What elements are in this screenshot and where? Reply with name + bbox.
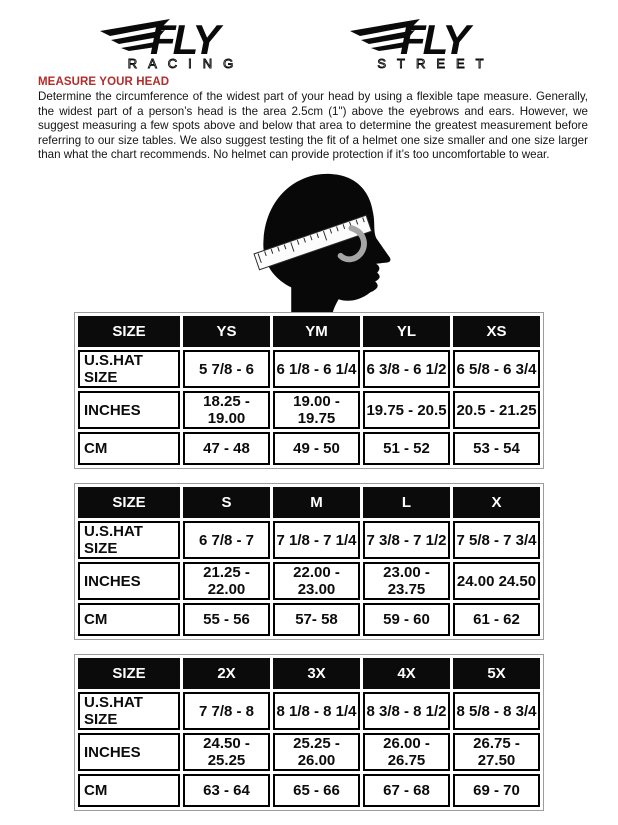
header-cell-yl: YL: [363, 316, 450, 347]
table-row: [78, 603, 540, 636]
header-cell-4x: 4X: [363, 658, 450, 689]
row-label: U.S.HAT SIZE: [78, 350, 180, 388]
row-value: 61 - 62: [453, 603, 540, 636]
header-cell-2x: 2X: [183, 658, 270, 689]
row-value: 8 3/8 - 8 1/2: [363, 692, 450, 730]
row-value: 24.50 - 25.25: [183, 733, 270, 771]
size-table-2-header-row: [78, 487, 540, 518]
logo-subtitle-street: STREET: [377, 56, 495, 71]
table-row: [78, 774, 540, 807]
row-value: 19.75 - 20.5: [363, 391, 450, 429]
row-value: 6 1/8 - 6 1/4: [273, 350, 360, 388]
row-value: 5 7/8 - 6: [183, 350, 270, 388]
row-value: 24.00 24.50: [453, 562, 540, 600]
row-value: 55 - 56: [183, 603, 270, 636]
row-value: 47 - 48: [183, 432, 270, 465]
header-cell-3x: 3X: [273, 658, 360, 689]
fly-wordmark: FLY: [400, 16, 468, 63]
row-value: 22.00 - 23.00: [273, 562, 360, 600]
header-cell-ym: YM: [273, 316, 360, 347]
row-value: 69 - 70: [453, 774, 540, 807]
head-measurement-figure: [0, 163, 618, 321]
row-value: 63 - 64: [183, 774, 270, 807]
row-value: 26.75 - 27.50: [453, 733, 540, 771]
size-table-2: [74, 483, 544, 640]
row-value: 7 7/8 - 8: [183, 692, 270, 730]
header-cell-x: X: [453, 487, 540, 518]
row-value: 7 3/8 - 7 1/2: [363, 521, 450, 559]
row-value: 18.25 - 19.00: [183, 391, 270, 429]
row-label: CM: [78, 774, 180, 807]
header-cell-s: S: [183, 487, 270, 518]
header-cell-size: SIZE: [78, 316, 180, 347]
logo-subtitle-racing: RACING: [127, 56, 245, 71]
fly-street-logo-svg: [348, 16, 520, 72]
row-label: U.S.HAT SIZE: [78, 692, 180, 730]
header-cell-size: SIZE: [78, 658, 180, 689]
row-label: INCHES: [78, 391, 180, 429]
section-heading: MEASURE YOUR HEAD: [38, 76, 170, 88]
row-value: 7 5/8 - 7 3/4: [453, 521, 540, 559]
header-cell-size: SIZE: [78, 487, 180, 518]
row-value: 7 1/8 - 7 1/4: [273, 521, 360, 559]
table-row: [78, 350, 540, 388]
row-value: 25.25 - 26.00: [273, 733, 360, 771]
row-value: 26.00 - 26.75: [363, 733, 450, 771]
fly-racing-logo-svg: [98, 16, 270, 72]
row-value: 20.5 - 21.25: [453, 391, 540, 429]
logo-row: [0, 0, 618, 74]
row-value: 59 - 60: [363, 603, 450, 636]
row-value: 8 5/8 - 8 3/4: [453, 692, 540, 730]
header-cell-5x: 5X: [453, 658, 540, 689]
row-label: U.S.HAT SIZE: [78, 521, 180, 559]
size-tables: [0, 312, 618, 825]
row-value: 49 - 50: [273, 432, 360, 465]
row-value: 6 7/8 - 7: [183, 521, 270, 559]
row-value: 21.25 - 22.00: [183, 562, 270, 600]
row-label: CM: [78, 432, 180, 465]
fly-wordmark: FLY: [150, 16, 218, 63]
table-row: [78, 562, 540, 600]
fly-street-logo-icon: [348, 16, 520, 72]
row-value: 19.00 - 19.75: [273, 391, 360, 429]
intro-section: [38, 76, 588, 163]
row-value: 6 3/8 - 6 1/2: [363, 350, 450, 388]
header-cell-m: M: [273, 487, 360, 518]
table-row: [78, 432, 540, 465]
intro-paragraph: Determine the circumference of the widest part of your head by using a flexible tape measure. Generally, the widest part of a person’s head is the area 2.5cm (1") above the eyebrows and ears. However, we suggest measuring a few spots above and below that area to determine the greatest measurement before referring to our size tables. We also suggest testing the fit of a helmet one size smaller and one size larger than what the chart recommends. No helmet can provide protection if it’s too uncomfortable to wear.: [38, 90, 588, 162]
size-table-1-header-row: [78, 316, 540, 347]
row-label: INCHES: [78, 733, 180, 771]
row-label: CM: [78, 603, 180, 636]
row-value: 67 - 68: [363, 774, 450, 807]
row-value: 8 1/8 - 8 1/4: [273, 692, 360, 730]
size-table-3: [74, 654, 544, 811]
row-value: 51 - 52: [363, 432, 450, 465]
head-silhouette-icon: [191, 163, 427, 321]
table-row: [78, 391, 540, 429]
row-value: 53 - 54: [453, 432, 540, 465]
row-value: 23.00 - 23.75: [363, 562, 450, 600]
row-label: INCHES: [78, 562, 180, 600]
header-cell-l: L: [363, 487, 450, 518]
row-value: 65 - 66: [273, 774, 360, 807]
table-row: [78, 521, 540, 559]
fly-racing-logo-icon: [98, 16, 270, 72]
size-table-3-header-row: [78, 658, 540, 689]
table-row: [78, 692, 540, 730]
header-cell-ys: YS: [183, 316, 270, 347]
size-table-1: [74, 312, 544, 469]
row-value: 6 5/8 - 6 3/4: [453, 350, 540, 388]
header-cell-xs: XS: [453, 316, 540, 347]
table-row: [78, 733, 540, 771]
row-value: 57- 58: [273, 603, 360, 636]
